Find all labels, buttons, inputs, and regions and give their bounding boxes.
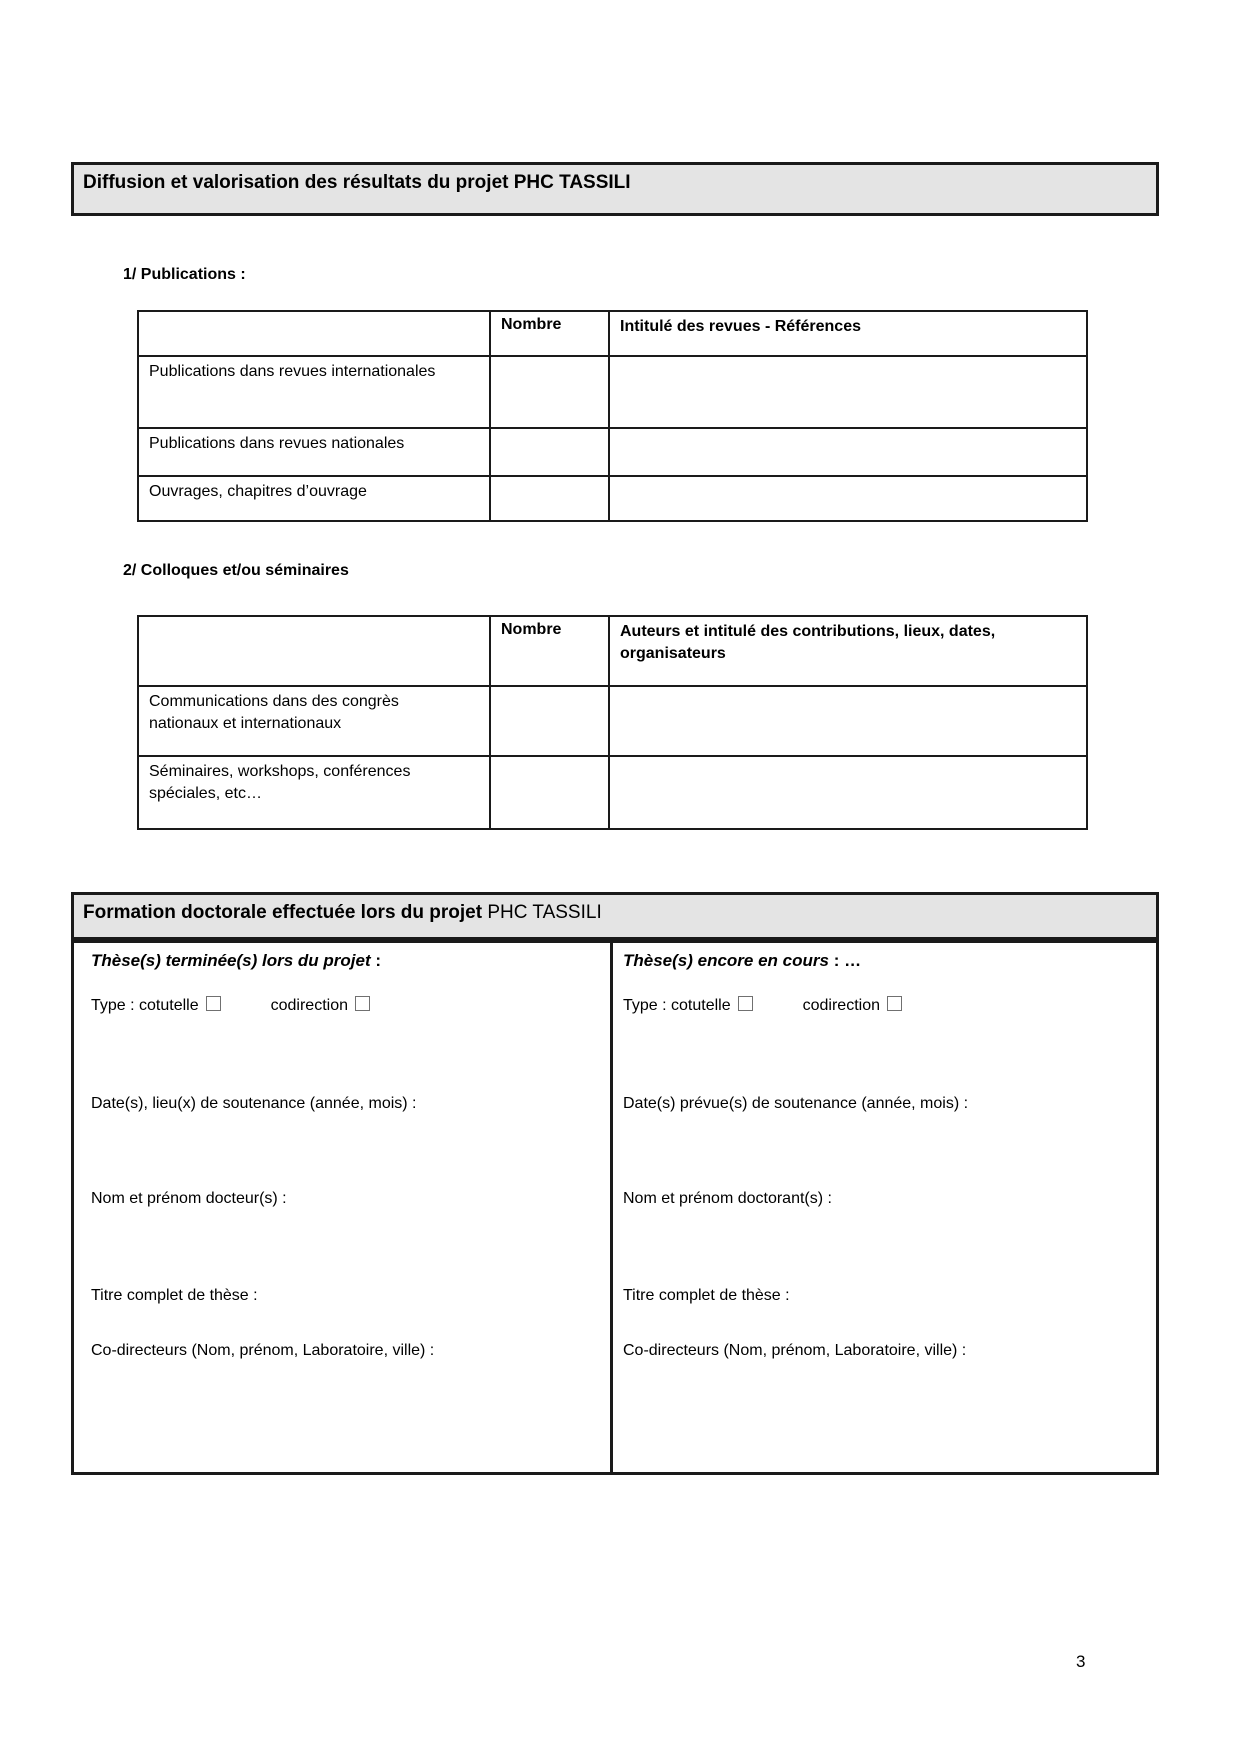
table-row (138, 756, 1087, 829)
type-cotutelle-label: Type : cotutelle (91, 997, 199, 1014)
date-prevue-line: Date(s) prévue(s) de soutenance (année, mois) : (623, 1095, 969, 1112)
formation-title-project: PHC TASSILI (487, 902, 602, 923)
publications-header-nombre: Nombre (490, 311, 609, 356)
cotutelle-checkbox[interactable] (206, 996, 221, 1011)
row-label: Ouvrages, chapitres d’ouvrage (149, 483, 367, 500)
nombre-empty-cell (490, 476, 609, 521)
colloques-header-empty-cell (138, 616, 490, 686)
auteurs-empty-cell (609, 756, 1087, 829)
auteurs-empty-cell (609, 686, 1087, 756)
nom-docteur-line: Nom et prénom docteur(s) : (91, 1190, 287, 1207)
row-label: Séminaires, workshops, conférences spéciales, etc… (149, 763, 411, 802)
type-line (91, 995, 370, 1016)
theses-terminees-heading (91, 950, 381, 971)
colloques-header-row (138, 616, 1087, 686)
cotutelle-checkbox[interactable] (738, 996, 753, 1011)
publications-header-empty-cell (138, 311, 490, 356)
row-label-cell (138, 686, 490, 756)
nom-doctorant-line: Nom et prénom doctorant(s) : (623, 1190, 832, 1207)
diffusion-title-bar (71, 162, 1159, 216)
titre-these-line: Titre complet de thèse : (91, 1287, 258, 1304)
type-cotutelle-label: Type : cotutelle (623, 997, 731, 1014)
theses-en-cours-column (613, 943, 1156, 1472)
row-label: Communications dans des congrès nationaux et internationaux (149, 693, 399, 732)
formation-title-bar (71, 892, 1159, 940)
table-row (138, 428, 1087, 476)
theses-en-cours-heading (623, 950, 861, 971)
nombre-empty-cell (490, 686, 609, 756)
nombre-empty-cell (490, 356, 609, 428)
references-empty-cell (609, 476, 1087, 521)
theses-en-cours-heading-text: Thèse(s) encore en cours (623, 951, 829, 970)
type-line (623, 995, 902, 1016)
table-row (138, 686, 1087, 756)
publications-header-intitule-text: Intitulé des revues - Références (620, 318, 861, 335)
codirection-label: codirection (802, 997, 880, 1014)
nombre-empty-cell (490, 428, 609, 476)
references-empty-cell (609, 356, 1087, 428)
row-label-cell (138, 356, 490, 428)
table-row (138, 476, 1087, 521)
theses-en-cours-heading-colon: : … (828, 951, 862, 970)
codirection-checkbox[interactable] (355, 996, 370, 1011)
publications-header-row (138, 311, 1087, 356)
row-label: Publications dans revues nationales (149, 435, 405, 452)
titre-these-line: Titre complet de thèse : (623, 1287, 790, 1304)
nombre-empty-cell (490, 756, 609, 829)
codirection-checkbox[interactable] (887, 996, 902, 1011)
codirecteurs-line: Co-directeurs (Nom, prénom, Laboratoire, ville) : (623, 1342, 967, 1359)
page-number: 3 (1076, 1652, 1086, 1671)
colloques-heading: 2/ Colloques et/ou séminaires (123, 562, 349, 579)
row-label-cell (138, 476, 490, 521)
references-empty-cell (609, 428, 1087, 476)
formation-doctorale-box (71, 940, 1159, 1475)
theses-terminees-heading-text: Thèse(s) terminée(s) lors du projet (91, 951, 371, 970)
colloques-header-auteurs-text: Auteurs et intitulé des contributions, lieux, dates, organisateurs (620, 623, 996, 662)
publications-table (137, 310, 1088, 522)
publications-heading: 1/ Publications : (123, 266, 246, 283)
formation-title-text (74, 895, 1156, 925)
theses-terminees-column (74, 943, 613, 1472)
row-label-cell (138, 428, 490, 476)
colloques-table (137, 615, 1088, 830)
diffusion-title-text: Diffusion et valorisation des résultats du projet PHC TASSILI (83, 172, 631, 193)
theses-terminees-heading-colon: : (370, 951, 382, 970)
table-row (138, 356, 1087, 428)
colloques-header-nombre: Nombre (490, 616, 609, 686)
row-label-cell (138, 756, 490, 829)
row-label: Publications dans revues internationales (149, 363, 436, 380)
codirection-label: codirection (270, 997, 348, 1014)
date-soutenance-line: Date(s), lieu(x) de soutenance (année, mois) : (91, 1095, 417, 1112)
colloques-header-auteurs (609, 616, 1087, 686)
publications-header-intitule (609, 311, 1087, 356)
formation-title-bold: Formation doctorale effectuée lors du projet (83, 902, 488, 923)
codirecteurs-line: Co-directeurs (Nom, prénom, Laboratoire, ville) : (91, 1342, 435, 1359)
